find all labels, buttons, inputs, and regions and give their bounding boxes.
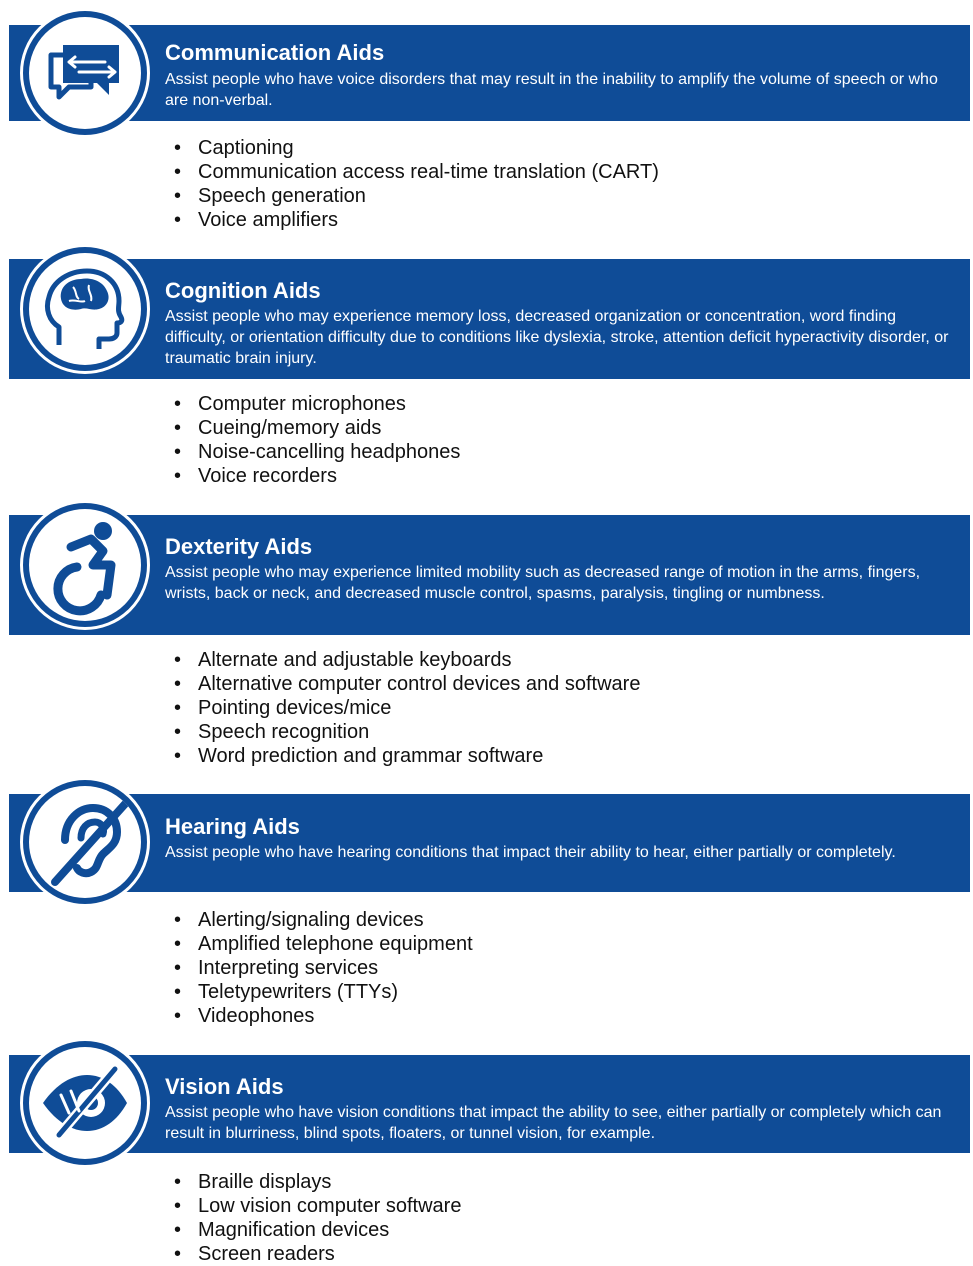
head-brain-icon <box>29 253 141 365</box>
section-title: Vision Aids <box>165 1074 284 1099</box>
section-title: Hearing Aids <box>165 814 300 839</box>
list-item: • Speech recognition <box>172 720 640 744</box>
list-item: • Braille displays <box>172 1170 461 1194</box>
list-item: • Alternate and adjustable keyboards <box>172 648 640 672</box>
icon-badge <box>20 1038 150 1168</box>
section-description: Assist people who may experience memory loss, decreased organization or concentration, word finding difficulty, or orientation difficulty due to conditions like dyslexia, stroke, attention deficit hyperactivity disorder, or traumatic brain injury. <box>165 308 949 367</box>
aids-list <box>172 648 640 768</box>
list-item: • Captioning <box>172 136 659 160</box>
list-item: • Speech generation <box>172 184 659 208</box>
list-item: • Magnification devices <box>172 1218 461 1242</box>
section-title: Communication Aids <box>165 40 385 65</box>
section-title: Dexterity Aids <box>165 534 313 559</box>
list-item: • Amplified telephone equipment <box>172 932 473 956</box>
list-item: • Low vision computer software <box>172 1194 461 1218</box>
section-title: Cognition Aids <box>165 278 321 303</box>
list-item: • Alternative computer control devices and software <box>172 672 640 696</box>
list-item: • Computer microphones <box>172 392 460 416</box>
low-vision-eye-icon <box>29 1047 141 1159</box>
aids-list <box>172 908 473 1028</box>
section-description: Assist people who have hearing conditions that impact their ability to hear, either partially or completely. <box>165 844 896 861</box>
list-item: • Voice amplifiers <box>172 208 659 232</box>
list-item: • Voice recorders <box>172 464 460 488</box>
aids-list <box>172 136 659 232</box>
icon-badge <box>20 777 150 907</box>
section-description: Assist people who have vision conditions that impact the ability to see, either partially or completely which can result in blurriness, blind spots, floaters, or tunnel vision, for example. <box>165 1104 942 1142</box>
list-item: • Alerting/signaling devices <box>172 908 473 932</box>
list-item: • Noise-cancelling headphones <box>172 440 460 464</box>
list-item: • Communication access real-time translation (CART) <box>172 160 659 184</box>
section-description: Assist people who have voice disorders that may result in the inability to amplify the volume of speech or who are non-verbal. <box>165 71 938 109</box>
section-description: Assist people who may experience limited mobility such as decreased range of motion in the arms, fingers, wrists, back or neck, and decreased muscle control, spasms, paralysis, tingling or numbness. <box>165 564 921 602</box>
chat-bubbles-icon <box>29 17 141 129</box>
list-item: • Screen readers <box>172 1242 461 1266</box>
icon-badge <box>20 244 150 374</box>
list-item: • Cueing/memory aids <box>172 416 460 440</box>
aids-list <box>172 392 460 488</box>
list-item: • Teletypewriters (TTYs) <box>172 980 473 1004</box>
icon-badge <box>20 500 150 630</box>
list-item: • Interpreting services <box>172 956 473 980</box>
wheelchair-icon <box>29 509 141 621</box>
hearing-ear-icon <box>29 786 141 898</box>
aids-list <box>172 1170 461 1266</box>
list-item: • Word prediction and grammar software <box>172 744 640 768</box>
icon-badge <box>20 8 150 138</box>
list-item: • Videophones <box>172 1004 473 1028</box>
list-item: • Pointing devices/mice <box>172 696 640 720</box>
